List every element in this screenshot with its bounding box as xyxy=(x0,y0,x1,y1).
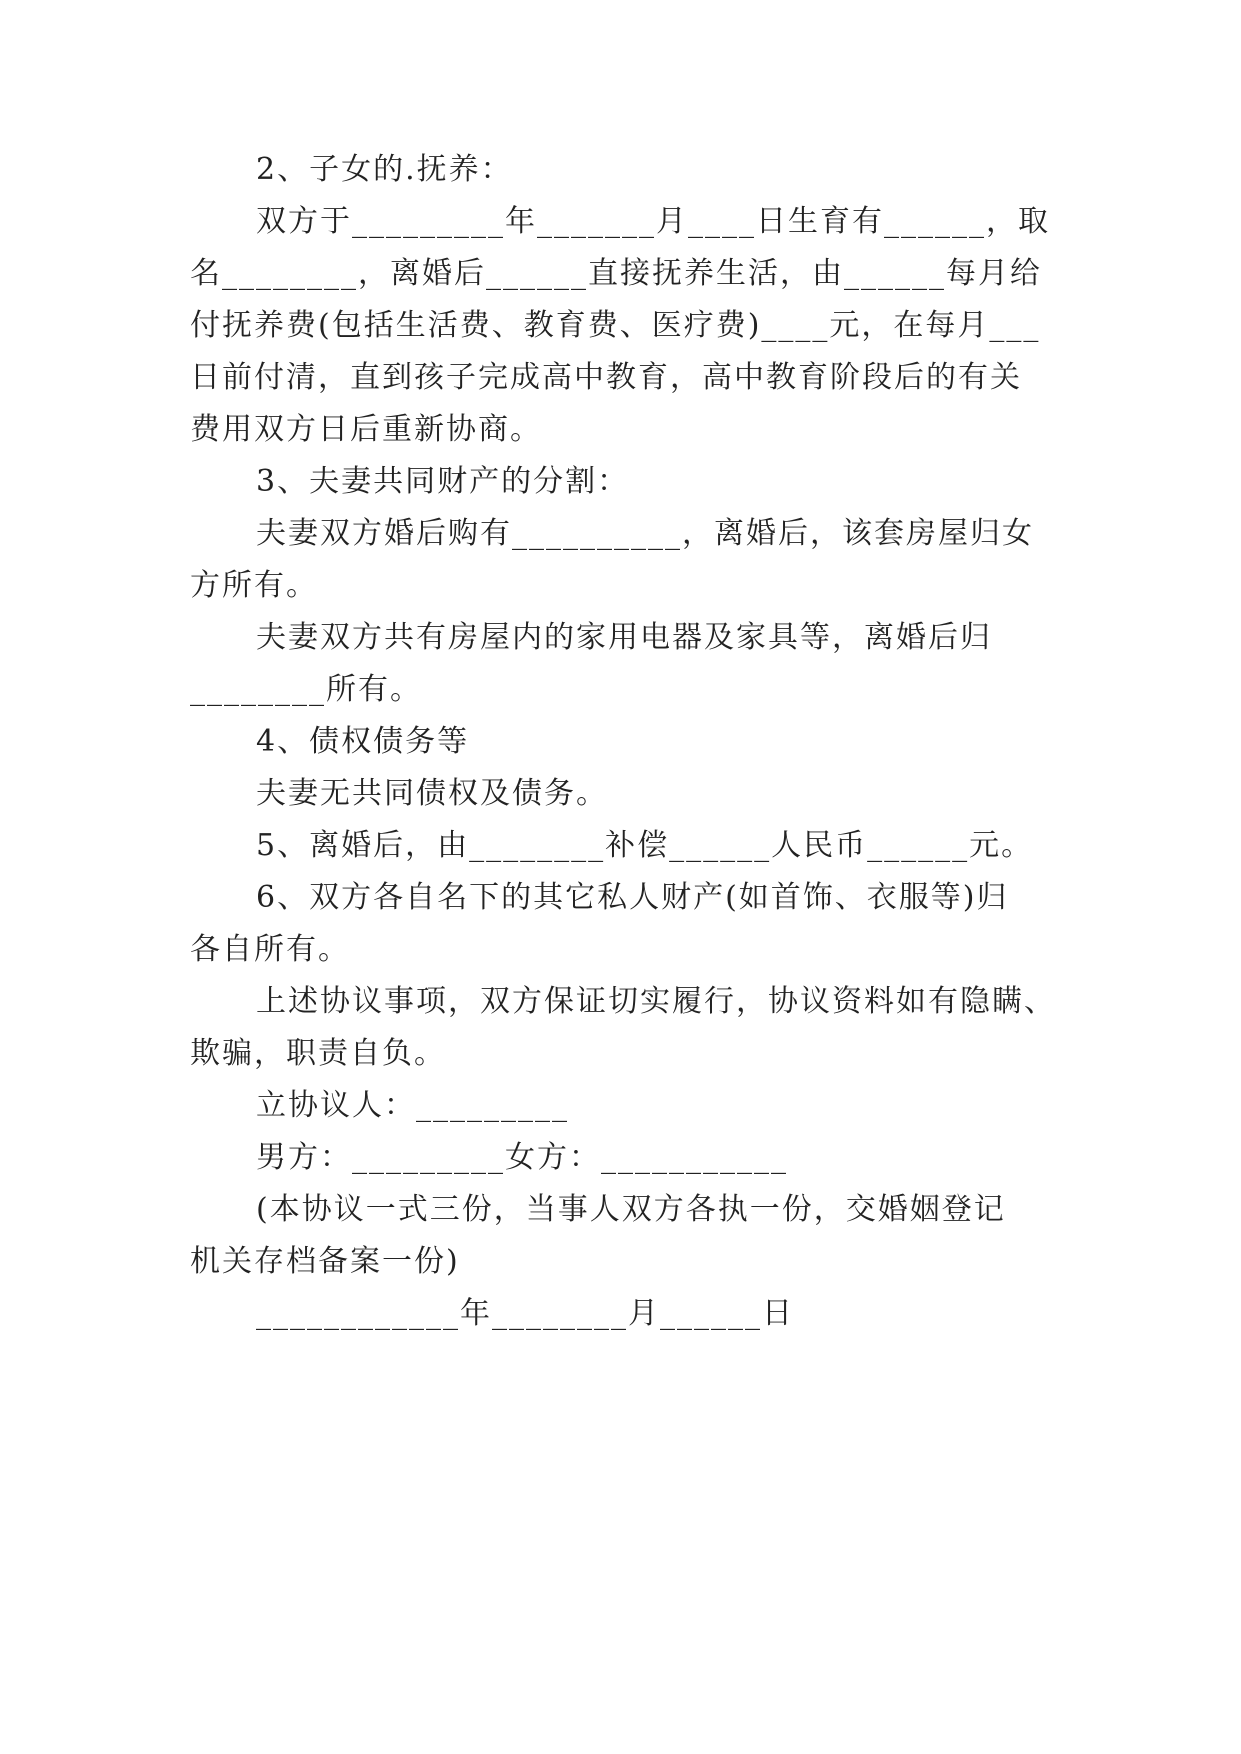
paragraph-line: 费用双方日后重新协商。 xyxy=(190,412,542,447)
paragraph-line: 夫妻双方共有房屋内的家用电器及家具等，离婚后归 xyxy=(256,620,992,655)
signatory-line: 立协议人：_________ xyxy=(256,1088,569,1123)
paragraph-line: 6、双方各自名下的其它私人财产(如首饰、衣服等)归 xyxy=(256,880,1009,915)
signature-line: 男方：_________女方：___________ xyxy=(256,1140,788,1175)
paragraph-line: ________所有。 xyxy=(190,672,422,707)
paragraph-line: 机关存档备案一份) xyxy=(190,1244,460,1279)
paragraph-line: 名________，离婚后______直接抚养生活，由______每月给 xyxy=(190,256,1042,291)
paragraph-line: 欺骗，职责自负。 xyxy=(190,1036,446,1071)
paragraph-line: 上述协议事项，双方保证切实履行，协议资料如有隐瞒、 xyxy=(256,984,1056,1019)
paragraph-line: 日前付清，直到孩子完成高中教育，高中教育阶段后的有关 xyxy=(190,360,1022,395)
paragraph-line: 5、离婚后，由________补偿______人民币______元。 xyxy=(256,828,1034,863)
section-heading-debts: 4、债权债务等 xyxy=(256,724,470,759)
section-heading-child-support: 2、子女的.抚养： xyxy=(256,152,513,187)
paragraph-line: 夫妻无共同债权及债务。 xyxy=(256,776,608,811)
paragraph-line: (本协议一式三份，当事人双方各执一份，交婚姻登记 xyxy=(256,1192,1006,1227)
paragraph-line: 方所有。 xyxy=(190,568,318,603)
paragraph-line: 双方于_________年_______月____日生育有______，取 xyxy=(256,204,1050,239)
date-line: ____________年________月______日 xyxy=(256,1296,794,1331)
paragraph-line: 付抚养费(包括生活费、教育费、医疗费)____元，在每月___ xyxy=(190,308,1041,343)
section-heading-property: 3、夫妻共同财产的分割： xyxy=(256,464,630,499)
paragraph-line: 各自所有。 xyxy=(190,932,350,967)
paragraph-line: 夫妻双方婚后购有__________，离婚后，该套房屋归女 xyxy=(256,516,1034,551)
